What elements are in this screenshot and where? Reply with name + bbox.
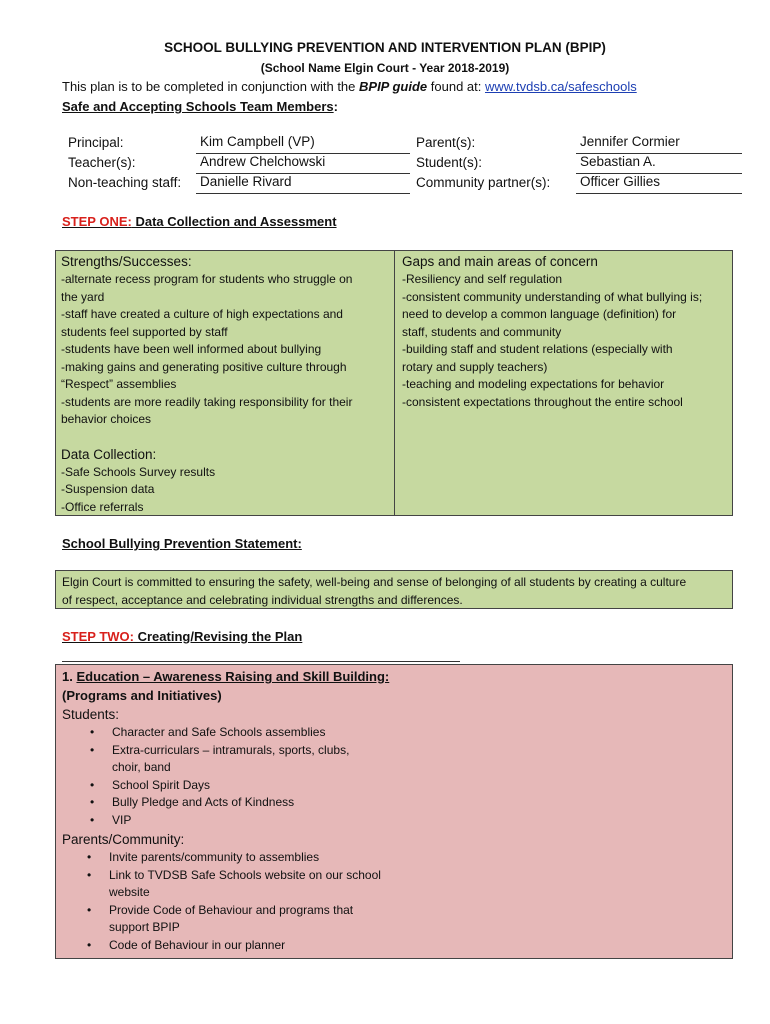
list-item-text: website xyxy=(109,885,150,899)
parents-item xyxy=(87,937,726,955)
parent-value: Jennifer Cormier xyxy=(576,134,742,154)
bullet-icon: • xyxy=(87,937,92,952)
teacher-value: Andrew Chelchowski xyxy=(196,154,410,174)
bullet-icon: • xyxy=(87,850,92,864)
parent-label: Parent(s): xyxy=(416,135,476,150)
intro-text xyxy=(62,79,637,94)
gaps-line: -Resiliency and self regulation xyxy=(402,272,563,286)
nonteaching-value: Danielle Rivard xyxy=(196,174,410,194)
step-two-heading xyxy=(62,629,302,644)
data-collection-line: -Safe Schools Survey results xyxy=(61,464,216,479)
step-one-title: Data Collection and Assessment xyxy=(131,214,337,229)
strengths-list xyxy=(61,271,389,429)
intro-before: This plan is to be completed in conjunction with the xyxy=(62,79,360,94)
divider-line xyxy=(62,661,460,662)
students-label: Students: xyxy=(62,707,120,722)
list-item-text: School Spirit Days xyxy=(112,777,211,792)
data-collection-line: -Office referrals xyxy=(61,499,144,514)
page-title: SCHOOL BULLYING PREVENTION AND INTERVENTION PLAN (BPIP) xyxy=(164,40,606,55)
strengths-line: -students are more readily taking responsibility for their xyxy=(61,394,353,409)
step-two-title: Creating/Revising the Plan xyxy=(133,629,303,644)
strengths-line: -staff have created a culture of high expectations and xyxy=(61,307,343,321)
strengths-title: Strengths/Successes: xyxy=(61,254,192,269)
list-item-text: Invite parents/community to assemblies xyxy=(109,850,320,864)
students-item xyxy=(90,794,726,812)
gaps-list xyxy=(402,271,725,411)
step-one-heading xyxy=(62,214,337,229)
strengths-line: “Respect” assemblies xyxy=(61,377,177,391)
statement-heading: School Bullying Prevention Statement: xyxy=(62,536,302,551)
strengths-line: -making gains and generating positive culture through xyxy=(61,359,347,374)
bullet-icon: • xyxy=(90,795,95,809)
section-number: 1. xyxy=(62,669,77,684)
team-heading-colon: : xyxy=(333,99,338,114)
gaps-line: rotary and supply teachers) xyxy=(402,359,548,374)
community-label: Community partner(s): xyxy=(416,175,551,190)
bullet-icon: • xyxy=(87,902,92,917)
education-section xyxy=(55,664,733,959)
bullet-icon: • xyxy=(90,812,95,827)
list-item-text: VIP xyxy=(112,812,132,827)
step-two-prefix: STEP TWO: xyxy=(62,629,134,644)
students-item xyxy=(90,812,726,830)
bullet-icon: • xyxy=(90,725,95,739)
principal-value: Kim Campbell (VP) xyxy=(196,134,410,154)
parents-item xyxy=(87,849,726,867)
strengths-line: the yard xyxy=(61,289,105,304)
gaps-line: need to develop a common language (definition) for xyxy=(402,307,677,321)
students-item xyxy=(90,777,726,795)
strengths-line: behavior choices xyxy=(61,412,152,426)
strengths-line: -alternate recess program for students who struggle on xyxy=(61,272,353,286)
gaps-cell xyxy=(394,250,733,516)
step-one-prefix: STEP ONE: xyxy=(62,214,132,229)
strengths-cell xyxy=(55,250,395,516)
bullet-icon: • xyxy=(90,742,95,757)
data-collection-list xyxy=(61,464,389,517)
parents-item xyxy=(87,902,726,937)
school-name-subtitle: (School Name Elgin Court - Year 2018-2019) xyxy=(260,61,510,75)
list-item-text: Link to TVDSB Safe Schools website on our school xyxy=(109,867,381,882)
statement-line: of respect, acceptance and celebrating individual strengths and differences. xyxy=(62,593,463,607)
safeschools-link[interactable]: www.tvdsb.ca/safeschools xyxy=(484,79,637,94)
section-subtitle: (Programs and Initiatives) xyxy=(62,688,222,703)
gaps-line: -building staff and student relations (especially with xyxy=(402,342,673,356)
students-item xyxy=(90,742,726,777)
list-item-text: support BPIP xyxy=(109,920,180,934)
statement-box xyxy=(55,570,733,609)
team-heading-text: Safe and Accepting Schools Team Members xyxy=(62,99,334,114)
students-list xyxy=(62,724,726,829)
community-value: Officer Gillies xyxy=(576,174,742,194)
list-item-text: Bully Pledge and Acts of Kindness xyxy=(112,795,295,809)
gaps-line: -consistent community understanding of what bullying is; xyxy=(402,289,703,304)
list-item-text: Code of Behaviour in our planner xyxy=(109,937,286,952)
education-heading xyxy=(62,667,726,686)
gaps-line: staff, students and community xyxy=(402,324,562,339)
student-value: Sebastian A. xyxy=(576,154,742,174)
list-item-text: Extra-curriculars – intramurals, sports, clubs, xyxy=(112,742,350,757)
bullet-icon: • xyxy=(90,777,95,792)
data-collection-title: Data Collection: xyxy=(61,446,157,462)
list-item-text: Provide Code of Behaviour and programs that xyxy=(109,902,354,917)
gaps-line: -teaching and modeling expectations for behavior xyxy=(402,377,665,391)
principal-label: Principal: xyxy=(68,135,124,150)
data-collection-line: -Suspension data xyxy=(61,482,155,496)
bullet-icon: • xyxy=(87,867,92,882)
parents-list xyxy=(62,849,726,954)
strengths-line: -students have been well informed about bullying xyxy=(61,342,322,356)
statement-line: Elgin Court is committed to ensuring the safety, well-being and sense of belonging of all students by creating a culture xyxy=(62,575,687,589)
student-label: Student(s): xyxy=(416,155,483,170)
strengths-line: students feel supported by staff xyxy=(61,324,228,339)
intro-after: found at: xyxy=(427,79,485,94)
gaps-title: Gaps and main areas of concern xyxy=(402,254,598,269)
gaps-line: -consistent expectations throughout the entire school xyxy=(402,394,683,409)
list-item-text: Character and Safe Schools assemblies xyxy=(112,725,326,739)
bpip-guide-label: BPIP guide xyxy=(359,79,428,94)
parents-label: Parents/Community: xyxy=(62,832,185,847)
list-item-text: choir, band xyxy=(112,760,171,774)
students-item xyxy=(90,724,726,742)
teacher-label: Teacher(s): xyxy=(68,155,136,170)
nonteaching-label: Non-teaching staff: xyxy=(68,175,182,190)
team-heading xyxy=(62,99,338,114)
parents-item xyxy=(87,867,726,902)
section-title: Education – Awareness Raising and Skill Building: xyxy=(76,669,390,684)
